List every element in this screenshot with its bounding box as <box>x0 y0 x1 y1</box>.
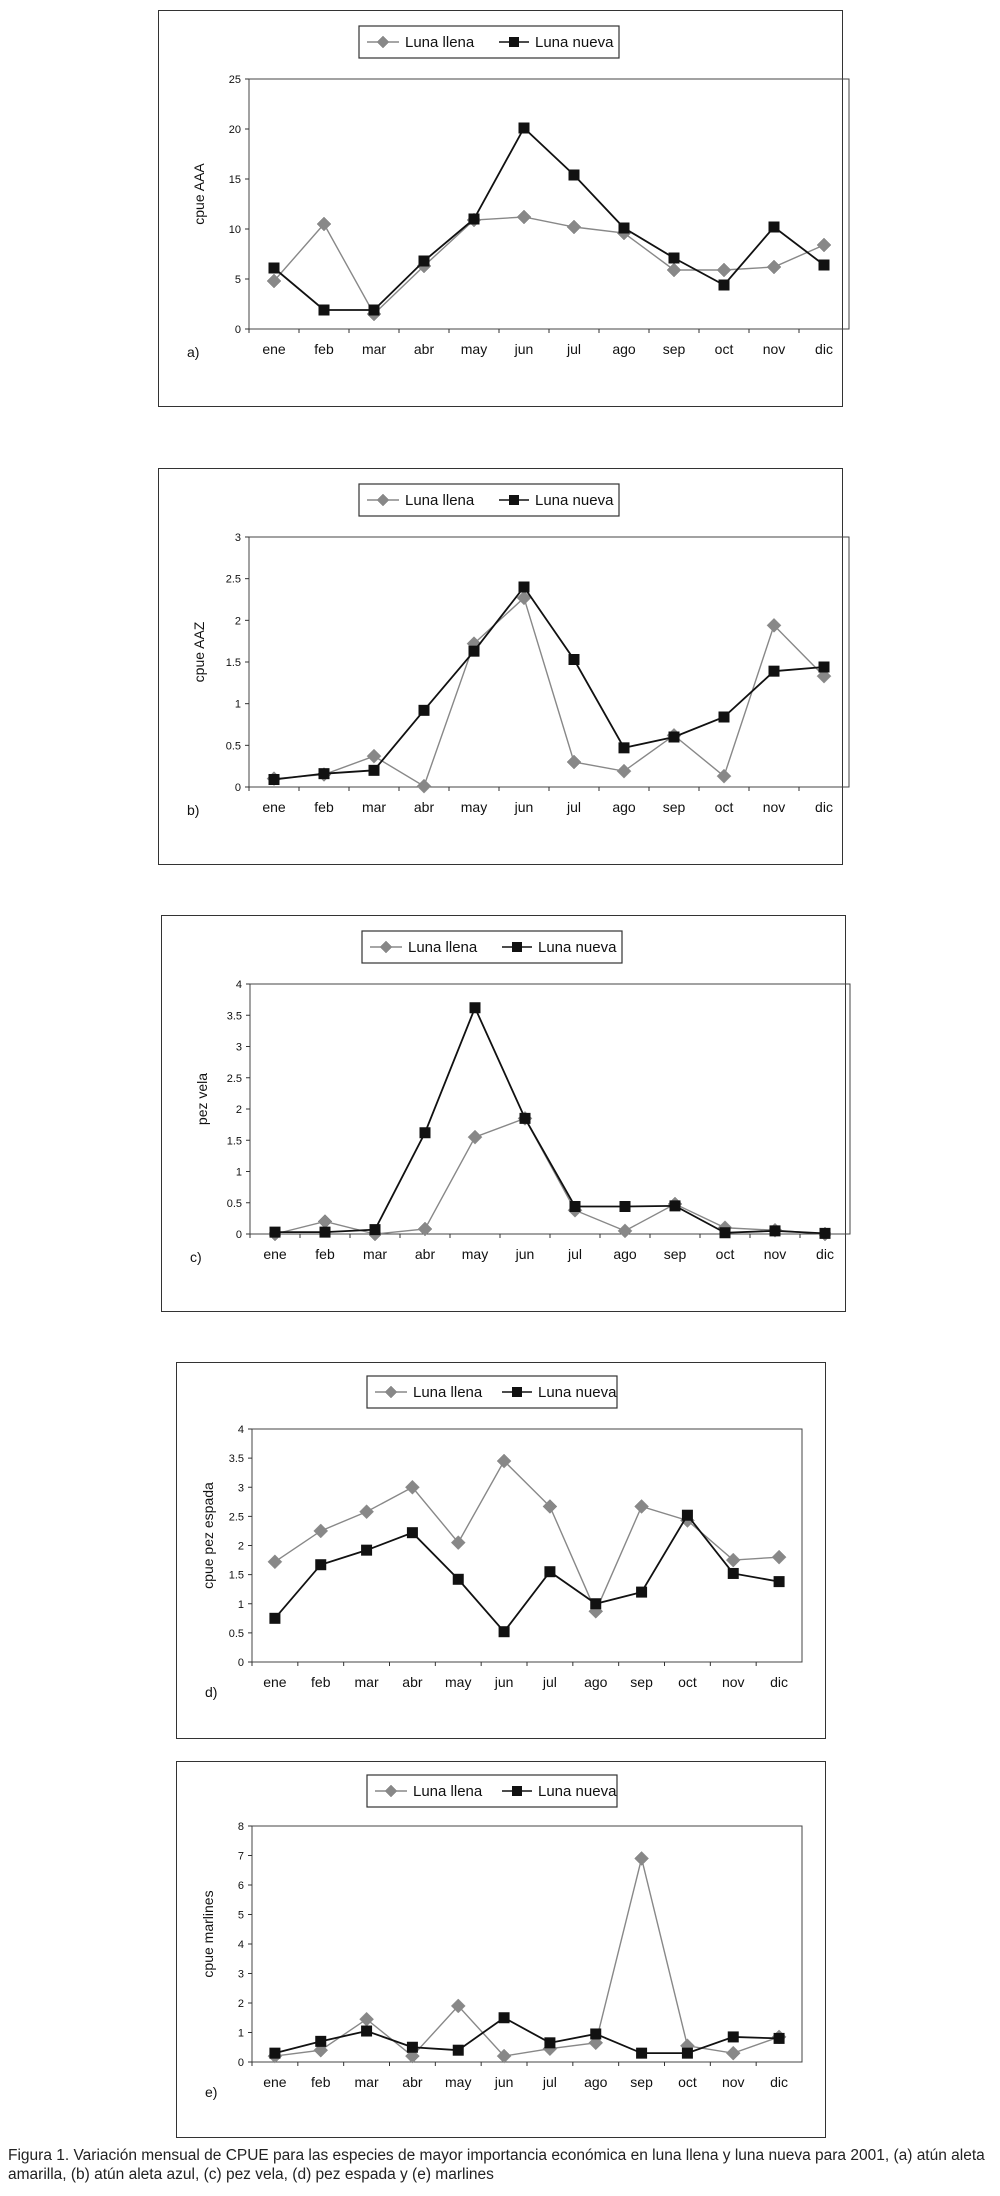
legend-marker-luna-nueva-a <box>509 37 519 47</box>
chart-d-svg <box>177 1363 827 1740</box>
x-tick-label-b: feb <box>314 799 334 815</box>
point-luna-nueva-e <box>315 2036 326 2047</box>
x-tick-label-e: oct <box>678 2074 697 2090</box>
y-tick-label-e: 7 <box>237 1850 244 1863</box>
point-luna-nueva-b <box>469 646 480 657</box>
point-luna-nueva-d <box>636 1587 647 1598</box>
point-luna-llena-e <box>635 1851 649 1865</box>
point-luna-nueva-c <box>720 1227 731 1238</box>
legend-c <box>362 931 622 963</box>
x-tick-label-c: nov <box>763 1246 787 1262</box>
point-luna-llena-d <box>772 1550 786 1564</box>
x-tick-label-c: oct <box>715 1246 735 1262</box>
point-luna-nueva-e <box>590 2028 601 2039</box>
x-tick-label-b: jun <box>514 799 534 815</box>
point-luna-nueva-a <box>619 223 630 234</box>
point-luna-nueva-e <box>728 2031 739 2042</box>
y-tick-label-e: 6 <box>237 1880 244 1892</box>
y-tick-label-b: 1 <box>234 698 241 711</box>
y-tick-label-d: 2 <box>237 1540 244 1553</box>
legend-e <box>367 1775 617 1807</box>
point-luna-llena-a <box>717 263 731 277</box>
point-luna-llena-c <box>468 1130 482 1144</box>
point-luna-nueva-c <box>620 1201 631 1212</box>
point-luna-nueva-c <box>570 1201 581 1212</box>
point-luna-llena-b <box>567 755 581 769</box>
x-tick-label-a: oct <box>714 341 734 357</box>
point-luna-nueva-c <box>470 1002 481 1013</box>
y-tick-label-a: 10 <box>228 224 241 236</box>
x-tick-label-c: abr <box>414 1246 436 1262</box>
y-tick-label-d: 2.5 <box>228 1511 244 1524</box>
y-tick-label-e: 0 <box>237 2057 244 2069</box>
point-luna-nueva-e <box>682 2048 693 2059</box>
legend-marker-luna-nueva-c <box>512 942 522 952</box>
point-luna-nueva-d <box>774 1576 785 1587</box>
point-luna-nueva-c <box>270 1227 281 1238</box>
point-luna-llena-c <box>318 1215 332 1229</box>
y-tick-label-d: 1.5 <box>228 1569 244 1582</box>
x-tick-label-a: nov <box>762 341 786 357</box>
y-tick-label-c: 1.5 <box>226 1135 242 1148</box>
point-luna-llena-a <box>817 238 831 252</box>
legend-label-luna-nueva-e: Luna nueva <box>538 1783 617 1800</box>
chart-a-svg <box>159 11 844 408</box>
point-luna-nueva-a <box>319 305 330 316</box>
panel-label-c: c) <box>190 1249 202 1265</box>
point-luna-nueva-c <box>320 1227 331 1238</box>
y-tick-label-b: 3 <box>234 532 241 544</box>
point-luna-nueva-e <box>544 2037 555 2048</box>
x-tick-label-e: sep <box>630 2074 653 2090</box>
series-line-luna-nueva-d <box>275 1515 779 1632</box>
point-luna-nueva-e <box>361 2026 372 2037</box>
figure-caption: Figura 1. Variación mensual de CPUE para las especies de mayor importancia económica en luna llena y luna nueva para 2001, (a) atún aleta amarilla, (b) atún aleta azul, (c) pez vela, (d) pez espada y (e) marlines <box>8 2147 985 2183</box>
y-tick-label-d: 3.5 <box>228 1453 244 1466</box>
x-tick-label-c: dic <box>816 1246 834 1262</box>
x-tick-label-e: abr <box>402 2074 423 2090</box>
x-tick-label-d: jun <box>494 1674 514 1690</box>
series-line-luna-llena-e <box>275 1858 779 2056</box>
plot-area-b <box>249 537 849 787</box>
point-luna-nueva-a <box>469 214 480 225</box>
point-luna-nueva-b <box>369 765 380 776</box>
point-luna-llena-e <box>726 2046 740 2060</box>
point-luna-nueva-b <box>719 712 730 723</box>
point-luna-nueva-a <box>519 123 530 134</box>
legend-b <box>359 484 619 516</box>
y-tick-label-c: 4 <box>235 979 242 991</box>
x-tick-label-d: jul <box>542 1674 557 1690</box>
x-tick-label-a: may <box>460 341 488 357</box>
point-luna-nueva-d <box>728 1568 739 1579</box>
y-tick-label-a: 15 <box>228 174 241 186</box>
chart-panel-d <box>176 1362 826 1739</box>
chart-c-svg <box>162 916 847 1313</box>
point-luna-nueva-d <box>590 1598 601 1609</box>
chart-b-svg <box>159 469 844 866</box>
x-tick-label-d: nov <box>721 1674 745 1690</box>
x-tick-label-b: ene <box>262 799 286 815</box>
y-tick-label-c: 3.5 <box>226 1010 242 1023</box>
x-tick-label-c: mar <box>362 1246 388 1262</box>
x-tick-label-b: abr <box>413 799 435 815</box>
x-tick-label-c: ago <box>613 1246 637 1262</box>
plot-area-e <box>252 1826 802 2062</box>
legend-label-luna-nueva-b: Luna nueva <box>535 492 614 509</box>
point-luna-nueva-b <box>619 742 630 753</box>
legend-label-luna-nueva-a: Luna nueva <box>535 34 614 51</box>
y-axis-label-c: pez vela <box>194 1072 210 1126</box>
y-tick-label-c: 2.5 <box>226 1072 242 1085</box>
x-tick-label-a: dic <box>815 341 833 357</box>
point-luna-llena-b <box>367 749 381 763</box>
x-tick-label-c: ene <box>263 1246 287 1262</box>
chart-panel-a <box>158 10 843 407</box>
point-luna-nueva-d <box>682 1510 693 1521</box>
point-luna-nueva-a <box>769 222 780 233</box>
x-tick-label-a: abr <box>413 341 435 357</box>
x-tick-label-b: ago <box>612 799 636 815</box>
chart-panel-e <box>176 1761 826 2138</box>
legend-label-luna-llena-a: Luna llena <box>405 34 475 51</box>
y-tick-label-d: 0.5 <box>228 1627 244 1640</box>
point-luna-nueva-c <box>420 1127 431 1138</box>
x-tick-label-a: jun <box>514 341 534 357</box>
chart-panel-c <box>161 915 846 1312</box>
y-tick-label-c: 1 <box>235 1166 242 1179</box>
x-tick-label-d: oct <box>678 1674 697 1690</box>
point-luna-nueva-d <box>499 1626 510 1637</box>
y-tick-label-d: 0 <box>237 1657 244 1669</box>
point-luna-nueva-a <box>419 256 430 267</box>
y-tick-label-c: 2 <box>235 1104 242 1116</box>
x-tick-label-b: may <box>460 799 488 815</box>
point-luna-nueva-e <box>636 2048 647 2059</box>
legend-a <box>359 26 619 58</box>
point-luna-llena-a <box>667 263 681 277</box>
y-axis-label-a: cpue AAA <box>191 163 207 225</box>
legend-label-luna-llena-d: Luna llena <box>413 1384 483 1401</box>
point-luna-nueva-e <box>407 2042 418 2053</box>
x-tick-label-d: abr <box>402 1674 423 1690</box>
y-tick-label-b: 2 <box>234 615 241 628</box>
point-luna-nueva-c <box>370 1224 381 1235</box>
x-tick-label-e: nov <box>721 2074 745 2090</box>
x-tick-label-e: jun <box>494 2074 514 2090</box>
x-tick-label-c: jun <box>515 1246 535 1262</box>
plot-area-d <box>252 1429 802 1662</box>
x-tick-label-d: mar <box>354 1674 379 1690</box>
x-tick-label-d: feb <box>311 1674 331 1690</box>
series-line-luna-llena-b <box>274 598 824 786</box>
point-luna-nueva-b <box>819 662 830 673</box>
point-luna-nueva-c <box>520 1113 531 1124</box>
x-tick-label-d: may <box>445 1674 472 1690</box>
legend-marker-luna-nueva-d <box>512 1387 522 1397</box>
chart-e-svg <box>177 1762 827 2139</box>
y-tick-label-b: 0.5 <box>225 740 241 753</box>
x-tick-label-c: jul <box>567 1246 583 1262</box>
y-tick-label-a: 0 <box>234 324 241 336</box>
series-line-luna-nueva-c <box>275 1008 825 1234</box>
series-line-luna-llena-c <box>275 1118 825 1234</box>
point-luna-nueva-a <box>369 305 380 316</box>
point-luna-nueva-c <box>670 1200 681 1211</box>
x-tick-label-a: mar <box>361 341 387 357</box>
plot-area-c <box>250 984 850 1234</box>
x-tick-label-e: ago <box>584 2074 608 2090</box>
panel-label-a: a) <box>187 344 200 360</box>
point-luna-llena-c <box>618 1224 632 1238</box>
y-tick-label-e: 5 <box>237 1909 244 1922</box>
point-luna-nueva-e <box>499 2012 510 2023</box>
x-tick-label-a: ene <box>262 341 286 357</box>
point-luna-nueva-b <box>669 732 680 743</box>
x-tick-label-e: ene <box>263 2074 287 2090</box>
x-tick-label-e: dic <box>770 2074 789 2090</box>
point-luna-nueva-e <box>774 2033 785 2044</box>
x-tick-label-a: ago <box>612 341 636 357</box>
x-tick-label-b: mar <box>361 799 387 815</box>
point-luna-nueva-a <box>569 170 580 181</box>
y-tick-label-c: 3 <box>235 1041 242 1054</box>
point-luna-nueva-b <box>569 654 580 665</box>
legend-d <box>367 1376 617 1408</box>
y-axis-label-d: cpue pez espada <box>200 1482 216 1589</box>
x-tick-label-c: sep <box>663 1246 687 1262</box>
y-tick-label-c: 0.5 <box>226 1197 242 1210</box>
point-luna-nueva-e <box>269 2048 280 2059</box>
point-luna-llena-e <box>360 2012 374 2026</box>
y-tick-label-b: 1.5 <box>225 657 241 669</box>
point-luna-llena-b <box>617 764 631 778</box>
y-tick-label-b: 0 <box>234 782 241 794</box>
point-luna-nueva-a <box>819 260 830 271</box>
y-tick-label-d: 1 <box>237 1598 244 1611</box>
x-tick-label-a: jul <box>566 341 582 357</box>
series-line-luna-nueva-e <box>275 2018 779 2053</box>
y-axis-label-e: cpue marlines <box>200 1890 216 1978</box>
point-luna-nueva-c <box>770 1225 781 1236</box>
point-luna-nueva-c <box>820 1228 831 1239</box>
point-luna-nueva-a <box>269 263 280 274</box>
x-tick-label-d: ago <box>584 1674 608 1690</box>
panel-label-b: b) <box>187 802 200 818</box>
x-tick-label-b: oct <box>714 799 734 815</box>
point-luna-nueva-b <box>319 768 330 779</box>
x-tick-label-c: may <box>461 1246 489 1262</box>
y-tick-label-e: 2 <box>237 1998 244 2010</box>
point-luna-nueva-b <box>769 666 780 677</box>
point-luna-llena-d <box>314 1524 328 1538</box>
point-luna-nueva-d <box>453 1574 464 1585</box>
y-tick-label-d: 4 <box>237 1424 244 1436</box>
legend-label-luna-llena-b: Luna llena <box>405 492 475 509</box>
point-luna-llena-d <box>635 1499 649 1513</box>
legend-label-luna-nueva-d: Luna nueva <box>538 1384 617 1401</box>
series-line-luna-nueva-b <box>274 587 824 780</box>
x-tick-label-e: jul <box>542 2074 557 2090</box>
x-tick-label-d: sep <box>630 1674 653 1690</box>
y-tick-label-a: 20 <box>228 124 241 136</box>
point-luna-nueva-e <box>453 2045 464 2056</box>
y-tick-label-a: 5 <box>234 274 241 286</box>
y-tick-label-c: 0 <box>235 1229 242 1241</box>
y-tick-label-b: 2.5 <box>225 573 241 586</box>
point-luna-llena-a <box>567 220 581 234</box>
point-luna-nueva-d <box>407 1527 418 1538</box>
x-tick-label-e: may <box>445 2074 472 2090</box>
point-luna-nueva-b <box>419 705 430 716</box>
point-luna-llena-b <box>417 779 431 793</box>
x-tick-label-b: sep <box>662 799 686 815</box>
point-luna-nueva-b <box>269 774 280 785</box>
x-tick-label-d: dic <box>770 1674 789 1690</box>
point-luna-nueva-d <box>269 1613 280 1624</box>
y-tick-label-e: 3 <box>237 1968 244 1981</box>
panel-label-e: e) <box>205 2084 218 2100</box>
legend-label-luna-llena-c: Luna llena <box>408 939 478 956</box>
point-luna-llena-a <box>517 210 531 224</box>
point-luna-nueva-a <box>669 253 680 264</box>
y-tick-label-d: 3 <box>237 1482 244 1495</box>
point-luna-nueva-b <box>519 582 530 593</box>
point-luna-nueva-d <box>544 1566 555 1577</box>
point-luna-llena-d <box>268 1555 282 1569</box>
x-tick-label-b: jul <box>566 799 582 815</box>
x-tick-label-e: mar <box>354 2074 379 2090</box>
point-luna-llena-a <box>767 260 781 274</box>
legend-marker-luna-nueva-e <box>512 1786 522 1796</box>
x-tick-label-a: feb <box>314 341 334 357</box>
y-tick-label-e: 8 <box>237 1821 244 1833</box>
y-tick-label-e: 1 <box>237 2027 244 2040</box>
legend-marker-luna-nueva-b <box>509 495 519 505</box>
x-tick-label-e: feb <box>311 2074 331 2090</box>
x-tick-label-b: nov <box>762 799 786 815</box>
legend-label-luna-nueva-c: Luna nueva <box>538 939 617 956</box>
x-tick-label-a: sep <box>662 341 686 357</box>
panel-label-d: d) <box>205 1684 218 1700</box>
point-luna-nueva-d <box>361 1545 372 1556</box>
x-tick-label-c: feb <box>315 1246 335 1262</box>
x-tick-label-b: dic <box>815 799 833 815</box>
y-tick-label-a: 25 <box>228 74 241 86</box>
legend-label-luna-llena-e: Luna llena <box>413 1783 483 1800</box>
plot-area-a <box>249 79 849 329</box>
point-luna-llena-d <box>360 1505 374 1519</box>
chart-panel-b <box>158 468 843 865</box>
point-luna-nueva-d <box>315 1559 326 1570</box>
y-tick-label-e: 4 <box>237 1939 244 1951</box>
y-axis-label-b: cpue AAZ <box>191 621 207 683</box>
point-luna-nueva-a <box>719 280 730 291</box>
x-tick-label-d: ene <box>263 1674 287 1690</box>
